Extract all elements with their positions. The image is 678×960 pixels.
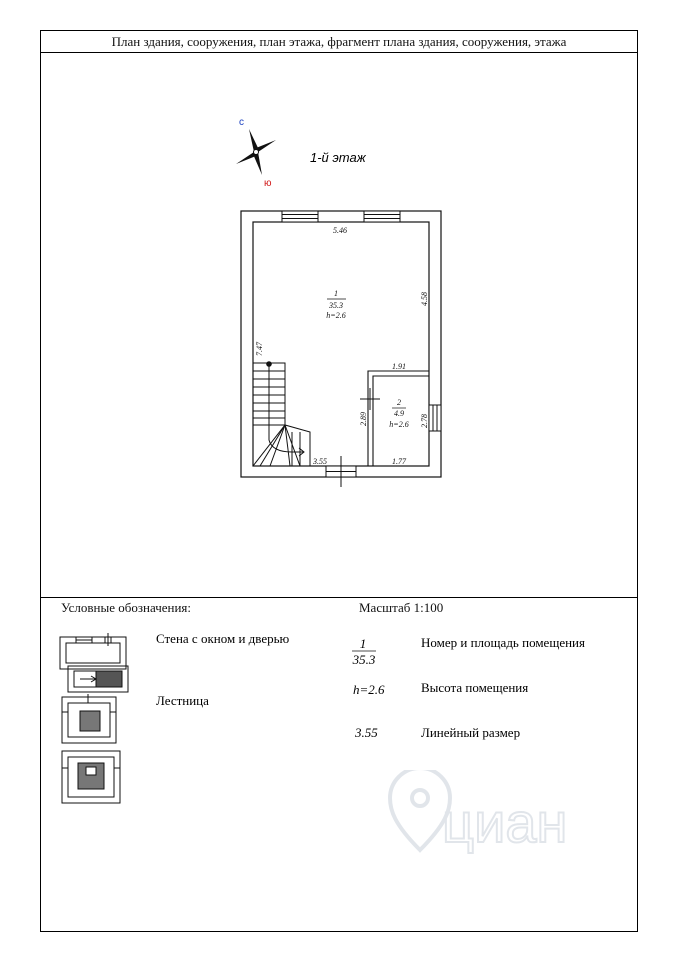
room2-height: h=2.6	[389, 420, 409, 429]
dim-room2-left: 2.89	[359, 412, 368, 426]
room2-area: 4.9	[394, 409, 404, 418]
staircase	[253, 363, 310, 466]
legend-stair-symbol-3	[62, 751, 120, 803]
compass-south-label: ю	[264, 178, 272, 189]
room2-number: 2	[397, 398, 401, 407]
exterior-walls	[241, 211, 441, 477]
legend-title: Условные обозначения:	[61, 600, 192, 615]
legend-sample-height: h=2.6	[353, 682, 385, 697]
legend-height-label: Высота помещения	[421, 680, 529, 695]
dim-top-width: 5.46	[333, 226, 347, 235]
legend-sample-area: 35.3	[352, 652, 376, 667]
legend-room-number-label: Номер и площадь помещения	[421, 635, 585, 650]
window-top-left	[282, 211, 318, 222]
legend-sample-dimension: 3.55	[355, 725, 378, 740]
entrance-door	[326, 456, 356, 487]
room1-number: 1	[334, 289, 338, 298]
sheet-title: План здания, сооружения, план этажа, фрагмент плана здания, сооружения, этажа	[41, 31, 637, 53]
pin-icon	[390, 770, 450, 850]
window-right	[429, 405, 441, 431]
compass-rose	[236, 129, 276, 175]
scale-label: Масштаб 1:100	[359, 600, 444, 615]
legend-stair-symbol-2	[62, 694, 116, 743]
legend-wall-label: Стена с окном и дверью	[156, 631, 290, 646]
dim-bottom-left: 3.55	[313, 457, 327, 466]
dim-room2-right: 2.78	[420, 414, 429, 428]
dim-room2-top: 1.91	[392, 362, 406, 371]
legend-dimension-label: Линейный размер	[421, 725, 521, 740]
room1-height: h=2.6	[326, 311, 346, 320]
window-top-right	[364, 211, 400, 222]
floor-label: 1-й этаж	[310, 150, 366, 165]
room2-door	[360, 388, 380, 410]
legend-sample-number: 1	[359, 636, 367, 651]
watermark	[380, 770, 610, 860]
dim-left-height: 7.47	[255, 342, 264, 356]
legend-wall-symbol	[60, 633, 126, 669]
dim-right-height: 4.58	[420, 292, 429, 306]
stair-start-dot	[266, 361, 272, 367]
room1-area: 35.3	[329, 301, 343, 310]
watermark-text: циан	[442, 791, 568, 854]
legend-stair-label: Лестница	[156, 693, 209, 708]
compass-north-label: с	[239, 117, 244, 128]
legend-stair-symbol-1	[68, 666, 128, 692]
dim-room2-bottom: 1.77	[392, 457, 406, 466]
